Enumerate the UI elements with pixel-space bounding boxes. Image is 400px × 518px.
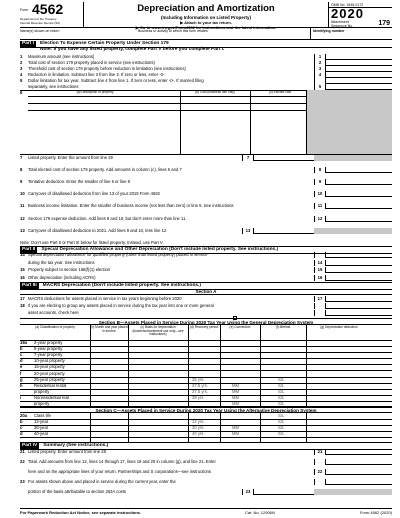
amount-field[interactable] [326, 303, 392, 309]
row-label: property [34, 388, 50, 394]
col-c-header: (c) Elected cost [269, 90, 291, 94]
part3-tag: Part III [22, 283, 37, 288]
row-label: 20-year property [34, 370, 65, 376]
row-rule [20, 419, 392, 420]
inner-amount-field[interactable] [254, 155, 314, 161]
row-number: e [20, 364, 23, 370]
name-row [20, 28, 392, 40]
row-number: c [20, 352, 23, 358]
part1b-line [20, 228, 392, 234]
line-number: 16 [20, 274, 25, 280]
form-label: Form [20, 8, 29, 12]
box-label: 5 [314, 84, 326, 90]
names-field[interactable]: Name(s) shown on return [20, 29, 60, 33]
line-number: 8 [20, 167, 23, 173]
line-text: Listed property. Enter the amount from line 29 [28, 155, 113, 160]
section-b-header: Section B—Assets Placed in Service During 2020 Tax Year Using the General Depreciation System [20, 318, 392, 325]
line-number: 14 [20, 252, 25, 257]
recovery-period: 27.5 yrs. [192, 388, 209, 394]
row-number: b [20, 346, 23, 352]
department [20, 17, 84, 25]
method: S/L [278, 419, 285, 425]
box-label: 1 [314, 54, 326, 60]
convention: MM [232, 401, 239, 406]
part1-title: Election To Expense Certain Property Under Section 179 [40, 41, 169, 46]
part4-line [20, 469, 392, 475]
line-number: 23 [20, 479, 25, 484]
line-number: 9 [20, 179, 23, 185]
line-text: Carryover of disallowed deduction to 2021. Add lines 9 and 10, less line 12 [28, 227, 167, 233]
line6-rule-1 [28, 96, 306, 97]
attachment-label: Attachment [331, 20, 349, 24]
method: S/L [278, 388, 285, 394]
row-label: Nonresidential real [34, 394, 69, 400]
amount-field[interactable] [326, 191, 392, 197]
line-text: For assets shown above and placed in service during the current year, enter the [28, 479, 176, 484]
box-label: 14 [314, 260, 326, 266]
row-rule [20, 364, 392, 365]
line6-rule-2 [28, 103, 306, 104]
row-rule [20, 425, 392, 426]
part4-line [20, 479, 392, 485]
line-text: MACRS deductions for assets placed in service in tax years beginning before 2020 [28, 296, 182, 301]
amount-field[interactable] [326, 296, 392, 302]
line-number: 17 [20, 296, 25, 301]
box-label: 10 [314, 191, 326, 197]
line-number: 4 [20, 72, 23, 77]
part1b-line [20, 203, 392, 209]
recovery-period: 40 yrs. [192, 431, 205, 437]
line-text: Threshold cost of section 179 property before reduction in limitation (see instructions) [28, 66, 186, 71]
attach-note: ▶ Attach to your tax return. [180, 20, 232, 25]
row-label: 3-year property [34, 340, 63, 345]
shaded-cell [314, 489, 392, 495]
table-head-rule [20, 340, 392, 341]
row-rule [20, 352, 392, 353]
line-text: Other depreciation (including ACRS) [28, 274, 96, 280]
irs-text: Internal Revenue Service [20, 21, 54, 25]
method: S/L [278, 413, 285, 418]
col-b-header: (b) Cost (business use only) [195, 90, 235, 94]
shaded-cell [314, 228, 392, 234]
row-rule [20, 358, 392, 359]
part4-tag: Part IV [22, 443, 38, 448]
line-text: Total elected cost of section 179 property. Add amounts in column (c), lines 6 and 7 [28, 167, 182, 173]
line-text: Dollar limitation for tax year. Subtract line 4 from line 1. If zero or less, enter -0-. If married filing [28, 78, 204, 83]
box-label: 8 [314, 167, 326, 173]
line-text: Reduction in limitation. Subtract line 3 from line 2. If zero or less, enter -0- [28, 72, 165, 77]
shaded-area [306, 90, 392, 154]
omb-number: OMB No. 1545-0172 [329, 2, 392, 8]
title-block [84, 2, 328, 28]
row-rule [20, 346, 392, 347]
amount-field[interactable] [326, 252, 392, 258]
column-header: (c) Basis for depreciation (business/investment use only—see instructions) [132, 325, 184, 337]
line-text: Total. Add amounts from line 12, lines 14 through 17, lines 19 and 20 in column (g), and line 21. Enter [28, 459, 216, 464]
part1b-line [20, 191, 392, 197]
row-rule [20, 395, 392, 396]
box-label [314, 479, 326, 485]
form-subtitle: (Including Information on Listed Property) [161, 15, 251, 20]
box-label: 9 [314, 179, 326, 185]
inner-amount-field[interactable] [254, 228, 314, 234]
form-header [20, 2, 392, 28]
box-label: 2 [314, 60, 326, 66]
box-label: 21 [314, 449, 326, 455]
line-number: 10 [20, 191, 25, 197]
line-number: 3 [20, 66, 23, 71]
row-number: f [20, 370, 22, 376]
part4-line [20, 459, 392, 465]
amount-field[interactable] [326, 275, 392, 281]
recovery-period: 25 yrs. [192, 376, 205, 382]
part1b-line [20, 179, 392, 185]
column-header: (f) Method [275, 325, 291, 329]
form-footer-id: Form 4562 (2020) [359, 510, 392, 515]
method: S/L [278, 382, 285, 388]
row-label: property [34, 401, 50, 406]
column-header: (b) Month and year placed in service [90, 325, 128, 333]
goto-note: ▶ Go to www.irs.gov/Form4562 for instructions and the latest information. [135, 25, 277, 30]
row-label: 30-year [34, 425, 49, 431]
part4-line [20, 489, 392, 495]
row-rule [20, 401, 392, 402]
line6-divider-2 [250, 90, 251, 154]
paperwork-notice: For Paperwork Reduction Act Notice, see separate instructions. [20, 510, 141, 515]
convention: MM [232, 382, 239, 388]
line-text: Carryover of disallowed deduction from line 13 of your 2019 Form 4562 [28, 191, 160, 197]
omb-block [328, 2, 392, 28]
line-number: 1 [20, 54, 23, 59]
box-label: 17 [314, 296, 326, 302]
part1-tag: Part I [22, 41, 34, 46]
line-number: 15 [20, 267, 25, 272]
line-number: 7 [20, 155, 23, 160]
box-label: 16 [314, 275, 326, 281]
part2-title: Special Depreciation Allowance and Other Depreciation (Don't include listed property. See instructions.) [41, 247, 279, 252]
row-label: 40-year [34, 431, 49, 437]
line-text: during the tax year. See instructions [28, 259, 95, 265]
line6-number: 6 [20, 90, 23, 95]
method: S/L [278, 401, 285, 406]
line-text: separately, see instructions [28, 84, 79, 89]
row-rule [20, 431, 392, 432]
section-c-header: Section C—Assets Placed in Service During 2020 Tax Year Using the Alternative Depreciation System [20, 406, 392, 413]
part2-line [20, 260, 392, 266]
line-number: 13 [20, 227, 25, 233]
line-text: Listed property. Enter amount from line 28 [28, 449, 106, 454]
line-text: Special depreciation allowance for qualified property (other than listed property) placed in service [28, 252, 208, 257]
line-number: 11 [20, 203, 25, 209]
box-label: 4 [314, 72, 326, 78]
part2-tag: Part II [22, 247, 36, 252]
row-number: c [20, 425, 23, 431]
line-text: Maximum amount (see instructions) [28, 54, 95, 59]
convention: MM [232, 425, 239, 431]
row-label: 12-year [34, 419, 49, 425]
part2-line [20, 267, 392, 273]
amount-field[interactable] [326, 459, 392, 465]
tax-year: 2020 [331, 6, 364, 21]
section-a-header: Section A [20, 288, 392, 295]
shaded-cell [314, 155, 392, 161]
convention: MM [232, 388, 239, 394]
row-number: 20a [20, 413, 27, 418]
row-number: i [20, 394, 22, 400]
form-number: 4562 [32, 1, 64, 17]
column-header: (g) Depreciation deduction [320, 325, 358, 329]
part1b-line [20, 216, 392, 222]
part2-line [20, 252, 392, 258]
inner-box-label: 7 [242, 155, 254, 161]
amount-field[interactable] [326, 260, 392, 266]
part1b-line [20, 167, 392, 173]
column-header: (a) Classification of property [35, 325, 75, 329]
amount-field[interactable] [326, 179, 392, 185]
box-label [314, 303, 326, 309]
row-label: 25-year property [34, 376, 65, 382]
amount-field[interactable] [326, 203, 392, 209]
row-label: Residential rental [34, 382, 67, 388]
row-number: h [20, 382, 23, 388]
part1-note-text: Note: If you have any listed property, complete Part V before you complete Part I. [40, 47, 225, 52]
line6-divider-3 [306, 90, 307, 154]
amount-field[interactable] [326, 216, 392, 222]
part3-line [20, 310, 392, 316]
row-rule [20, 370, 392, 371]
part1-note2-text: Note: Don't use Part II or Part III below for listed property. Instead, use Part V. [20, 240, 164, 245]
line-text: Tentative deduction. Enter the smaller of line 5 or line 8 [28, 179, 130, 185]
column-header: (d) Recovery period [190, 325, 218, 329]
line-text: Business income limitation. Enter the smaller of business income (not less than zero) or line 5. See instructions [28, 203, 234, 209]
line-text: portion of the basis attributable to section 263A costs [28, 489, 127, 494]
line-text: asset accounts, check here [28, 310, 79, 315]
box-label [314, 310, 326, 316]
row-rule [20, 437, 392, 438]
line-number: 5 [20, 78, 23, 83]
convention: MM [232, 431, 239, 437]
line-text: Section 179 expense deduction. Add lines 9 and 10, but don't enter more than line 11 [28, 215, 186, 221]
method: S/L [278, 425, 285, 431]
business-field[interactable]: Business or activity to which this form relates [138, 29, 208, 33]
row-label: Class life [34, 413, 51, 418]
recovery-period: 12 yrs. [192, 419, 205, 425]
line-number: 22 [20, 459, 25, 464]
form-footer [20, 508, 392, 516]
recovery-period: 39 yrs. [192, 394, 205, 400]
row-label: 15-year property [34, 364, 65, 370]
row-number: 19a [20, 340, 27, 345]
recovery-period: 27.5 yrs. [192, 382, 209, 388]
inner-amount-field[interactable] [254, 489, 314, 495]
row-number: b [20, 419, 23, 425]
form-id-block [20, 2, 84, 28]
part3-line [20, 296, 392, 302]
seq-code: (99) [54, 21, 60, 25]
line6-rule-3 [28, 110, 306, 111]
part3-line [20, 303, 392, 309]
amount-field[interactable] [326, 469, 392, 475]
col-a-header: (a) Description of property [76, 90, 114, 94]
inner-box-label: 13 [242, 228, 254, 234]
amount-field[interactable] [326, 479, 392, 485]
row-number: d [20, 358, 23, 364]
box-label [314, 459, 326, 465]
sequence-label: Sequence No. [331, 24, 354, 28]
line-text: here and on the appropriate lines of your return. Partnerships and S corporations—see instructions [28, 469, 211, 474]
method: S/L [278, 394, 285, 400]
box-label: 15 [314, 267, 326, 273]
cat-number: Cat. No. 12906N [245, 510, 275, 515]
method: S/L [278, 431, 285, 437]
line6-divider-1 [180, 90, 181, 154]
dept-text: Department of the Treasury [20, 17, 57, 21]
box-label: 11 [314, 203, 326, 209]
line-number: 21 [20, 449, 25, 454]
part4-line [20, 449, 392, 455]
column-header: (e) Convention [229, 325, 251, 329]
row-label: 10-year property [34, 358, 65, 364]
row-label: 5-year property [34, 346, 63, 352]
method: S/L [278, 376, 285, 382]
box-label: 3 [314, 66, 326, 72]
box-label: 22 [314, 469, 326, 475]
row-label: 7-year property [34, 352, 63, 358]
line-number: 12 [20, 215, 25, 221]
line-text: Total cost of section 179 property placed in service (see instructions) [28, 60, 155, 65]
row-number: d [20, 431, 23, 437]
part2-line [20, 275, 392, 281]
line-text: Property subject to section 168(f)(1) election [28, 267, 111, 272]
part1b-line [20, 155, 392, 161]
line-number: 18 [20, 303, 25, 308]
amount-field[interactable] [326, 267, 392, 273]
recovery-period: 30 yrs. [192, 425, 205, 431]
inner-box-label: 23 [242, 489, 254, 495]
line-text: If you are electing to group any assets placed in service during the tax year into one or more general [28, 303, 214, 308]
part4-title: Summary (See instructions.) [43, 443, 109, 448]
box-label [314, 252, 326, 258]
amount-field[interactable] [326, 167, 392, 173]
row-number: g [20, 376, 23, 382]
form-title: Depreciation and Amortization [137, 3, 275, 14]
line-number: 2 [20, 60, 23, 65]
amount-field[interactable] [326, 310, 392, 316]
sequence-number: 179 [378, 20, 390, 27]
box-label: 12 [314, 216, 326, 222]
identifying-number-field[interactable]: Identifying number [310, 28, 345, 39]
part1-note [20, 47, 392, 53]
amount-field[interactable] [326, 449, 392, 455]
part3-title: MACRS Depreciation (Don't include listed property. See instructions.) [42, 283, 201, 288]
convention: MM [232, 394, 239, 400]
row-rule [20, 377, 392, 378]
